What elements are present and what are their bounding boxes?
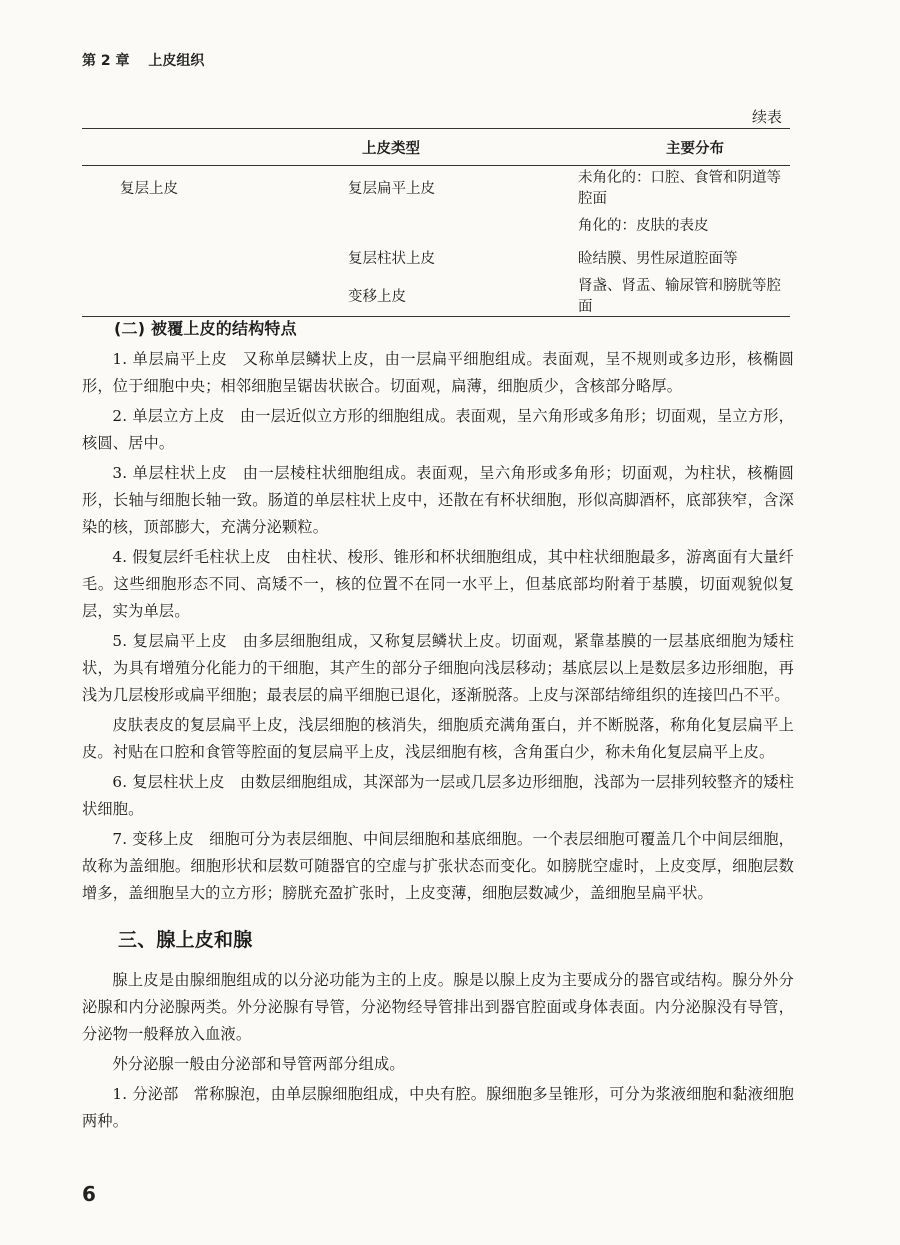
item-text: 又称单层鳞状上皮，由一层扁平细胞组成。表面观，呈不规则或多边形，核椭圆形，位于细胞中央；相邻细胞呈锯齿状嵌合。切面观，扁薄，细胞质少，含核部分略厚。	[82, 350, 795, 395]
page-number: 6	[82, 1182, 96, 1206]
chapter-number: 第 2 章	[82, 53, 130, 69]
column-header-distribution: 主要分布	[666, 140, 724, 157]
table-row	[82, 208, 790, 241]
body-text	[82, 314, 794, 1138]
sub-heading: (二) 被覆上皮的结构特点	[114, 319, 297, 338]
table-cell: 睑结膜、男性尿道腔面等	[578, 251, 738, 267]
table-cell: 复层扁平上皮	[348, 180, 435, 197]
table-row	[82, 241, 790, 274]
item-text: 细胞可分为表层细胞、中间层细胞和基底细胞。一个表层细胞可覆盖几个中间层细胞，故称为盖细胞。细胞形状和层数可随器官的空虚与扩张状态而变化。如膀胱空虚时，上皮变厚，细胞层数增多，盖细胞呈大的立方形；膀胱充盈扩张时，上皮变薄，细胞层数减少，盖细胞呈扁平状。	[82, 830, 794, 902]
epithelium-distribution-table	[82, 128, 790, 317]
paragraph-item	[82, 826, 794, 907]
paragraph-keratinization: 皮肤表皮的复层扁平上皮，浅层细胞的核消失，细胞质充满角蛋白，并不断脱落，称角化复层扁平上皮。衬贴在口腔和食管等腔面的复层扁平上皮，浅层细胞有核，含角蛋白少，称未角化复层扁平上皮。	[82, 716, 794, 761]
paragraph: 腺上皮是由腺细胞组成的以分泌功能为主的上皮。腺是以腺上皮为主要成分的器官或结构。腺分外分泌腺和内分泌腺两类。外分泌腺有导管，分泌物经导管排出到器官腔面或身体表面。内分泌腺没有导管，分泌物一般释放入血液。	[82, 971, 794, 1043]
running-header	[82, 50, 204, 70]
column-header-type: 上皮类型	[362, 140, 420, 157]
table-cell: 未角化的：口腔、食管和阴道等腔面	[578, 170, 781, 207]
table-header-row	[82, 129, 790, 166]
table-cell	[82, 241, 348, 274]
item-term: 7. 变移上皮	[112, 830, 194, 848]
paragraph-item	[82, 1081, 794, 1135]
table-cell: 变移上皮	[348, 288, 406, 305]
table-row	[82, 274, 790, 317]
table-cell: 角化的：皮肤的表皮	[578, 218, 709, 234]
table-cell	[82, 208, 348, 241]
table-row	[82, 166, 790, 209]
paragraph-item	[82, 769, 794, 823]
item-term: 4. 假复层纤毛柱状上皮	[112, 548, 271, 566]
paragraph: 外分泌腺一般由分泌部和导管两部分组成。	[112, 1055, 405, 1073]
section-heading: 三、腺上皮和腺	[118, 929, 253, 951]
item-term: 2. 单层立方上皮	[112, 407, 225, 425]
paragraph-item	[82, 460, 794, 541]
table-cell	[82, 274, 348, 317]
item-term: 1. 单层扁平上皮	[112, 350, 228, 368]
item-text: 由柱状、梭形、锥形和杯状细胞组成，其中柱状细胞最多，游离面有大量纤毛。这些细胞形态不同、高矮不一，核的位置不在同一水平上，但基底部均附着于基膜，切面观貌似复层，实为单层。	[82, 548, 795, 620]
chapter-title: 上皮组织	[148, 53, 205, 69]
item-term: 6. 复层柱状上皮	[112, 773, 225, 791]
table-cell: 复层上皮	[120, 180, 178, 197]
item-text: 由一层棱柱状细胞组成。表面观，呈六角形或多角形；切面观，为柱状，核椭圆形，长轴与细胞长轴一致。肠道的单层柱状上皮中，还散在有杯状细胞，形似高脚酒杯，底部狭窄，含深染的核，顶部膨大，充满分泌颗粒。	[82, 464, 795, 536]
table-cell: 肾盏、肾盂、输尿管和膀胱等腔面	[578, 278, 781, 315]
column-header-category	[82, 129, 348, 166]
table-continued-label: 续表	[751, 108, 782, 126]
item-text: 常称腺泡，由单层腺细胞组成，中央有腔。腺细胞多呈锥形，可分为浆液细胞和黏液细胞两种。	[82, 1085, 794, 1130]
item-text: 由数层细胞组成，其深部为一层或几层多边形细胞，浅部为一层排列较整齐的矮柱状细胞。	[82, 773, 794, 818]
item-text: 由一层近似立方形的细胞组成。表面观，呈六角形或多角形；切面观，呈立方形，核圆、居中。	[82, 407, 794, 452]
paragraph-item	[82, 346, 794, 400]
table-cell	[348, 208, 578, 241]
item-term: 5. 复层扁平上皮	[112, 632, 228, 650]
item-term: 3. 单层柱状上皮	[112, 464, 228, 482]
paragraph-item	[82, 628, 794, 709]
item-text: 由多层细胞组成，又称复层鳞状上皮。切面观，紧靠基膜的一层基底细胞为矮柱状，为具有增殖分化能力的干细胞，其产生的部分子细胞向浅层移动；基底层以上是数层多边形细胞，再浅为几层梭形或扁平细胞；最表层的扁平细胞已退化，逐渐脱落。上皮与深部结缔组织的连接凹凸不平。	[82, 632, 795, 704]
paragraph-item	[82, 403, 794, 457]
item-term: 1. 分泌部	[112, 1085, 179, 1103]
table-cell: 复层柱状上皮	[348, 251, 435, 267]
paragraph-item	[82, 544, 794, 625]
